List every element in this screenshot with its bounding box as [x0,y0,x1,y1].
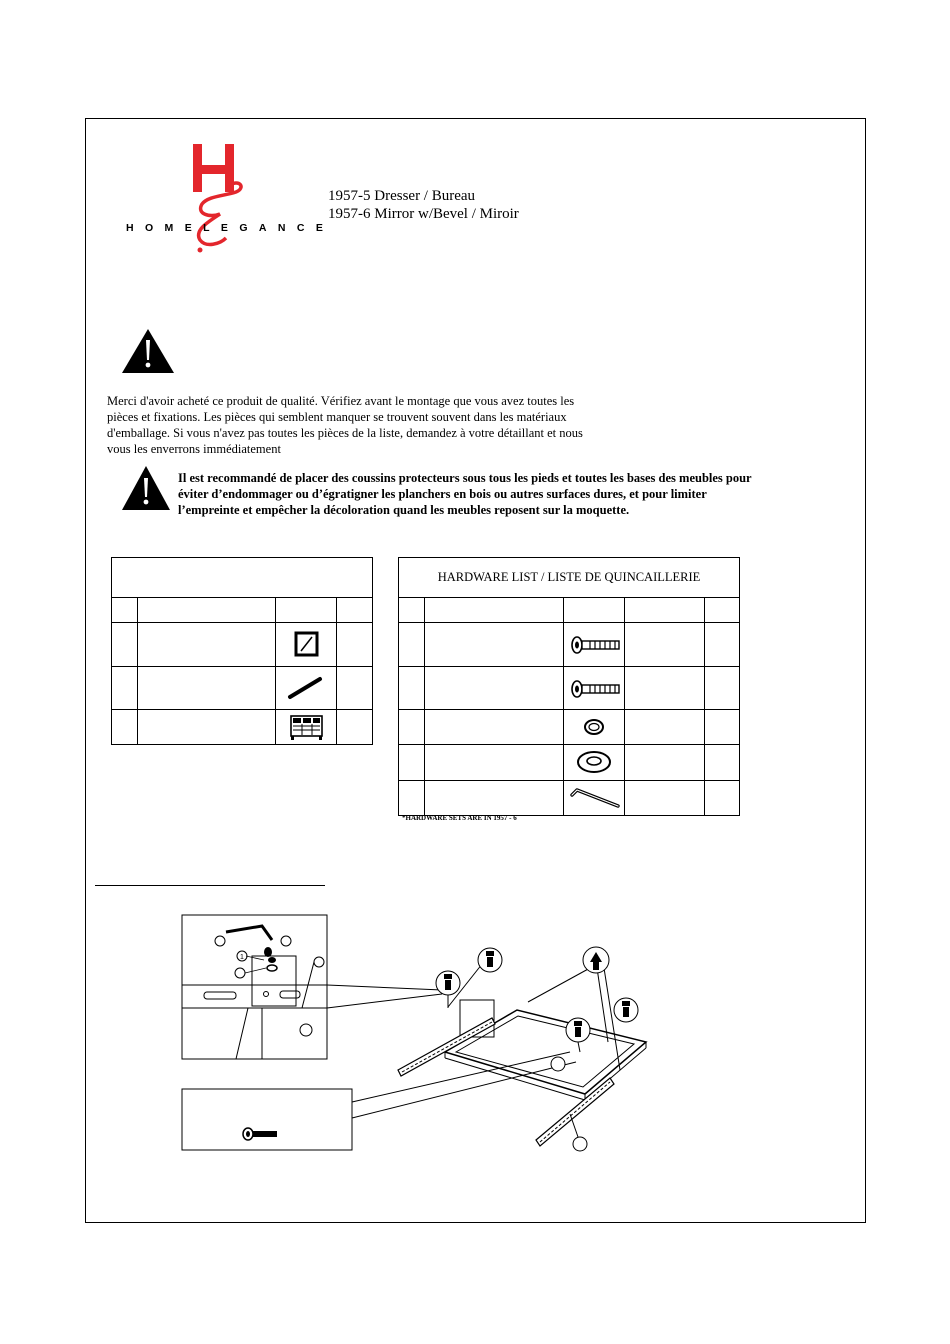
table-row [112,623,373,667]
hardware-table-title: HARDWARE LIST / LISTE DE QUINCAILLERIE [399,558,740,598]
flat-washer-icon [563,745,624,781]
detail-inset-top [182,915,327,1059]
parts-table-title [112,558,373,598]
col-no [112,598,138,623]
product-line-dresser: 1957-5 Dresser / Bureau [328,188,476,204]
col-picture [276,598,337,623]
allen-key-icon [563,781,624,816]
table-row [112,667,373,710]
homelegance-logo [180,140,250,255]
recommendation-paragraph [178,470,752,518]
warning-triangle-icon [121,328,175,374]
detail-inset-bolt [182,1089,352,1150]
intro-line: pièces et fixations. Les pièces qui semblent manquer se trouvent souvent dans les matériaux [107,410,567,424]
lock-washer-icon [563,710,624,745]
assembly-diagram [180,912,660,1154]
table-row [399,781,740,816]
table-row [112,710,373,745]
intro-line: d'emballage. Si vous n'avez pas toutes les pièces de la liste, demandez à votre détaillant et nous [107,426,583,440]
table-row [399,667,740,710]
col-no [399,598,425,623]
recommendation-line: l’empreinte et empêcher la décoloration quand les meubles reposent sur la moquette. [178,503,630,517]
table-row [399,745,740,781]
product-line-mirror: 1957-6 Mirror w/Bevel / Miroir [328,206,519,222]
col-description [424,598,563,623]
table-row [399,710,740,745]
col-qty [705,598,740,623]
support-bar-icon [276,667,337,710]
brand-wordmark: HOMELEGANCE [126,222,335,234]
dresser-icon [276,710,337,745]
parts-table [111,557,373,745]
callout-label: 1 [240,954,244,961]
col-size [624,598,704,623]
bolt-icon [563,623,624,667]
mirror-frame-icon [276,623,337,667]
recommendation-line: Il est recommandé de placer des coussins protecteurs sous tous les pieds et toutes les bases des meubles pour [178,471,752,485]
recommendation-line: éviter d’endommager ou d’égratigner les planchers en bois ou autres surfaces dures, et pour limiter [178,487,707,501]
intro-line: Merci d'avoir acheté ce produit de qualité. Vérifiez avant le montage que vous avez toutes les [107,394,575,408]
bolt-icon [563,667,624,710]
warning-triangle-icon [121,465,171,511]
col-description [137,598,276,623]
col-picture [563,598,624,623]
hardware-table [398,557,740,816]
intro-line: vous les enverrons immédiatement [107,442,281,456]
intro-paragraph [107,393,647,457]
section-rule [95,885,325,886]
hardware-note: *HARDWARE SETS ARE IN 1957 - 6 [402,814,517,822]
table-row [399,623,740,667]
col-qty [337,598,373,623]
